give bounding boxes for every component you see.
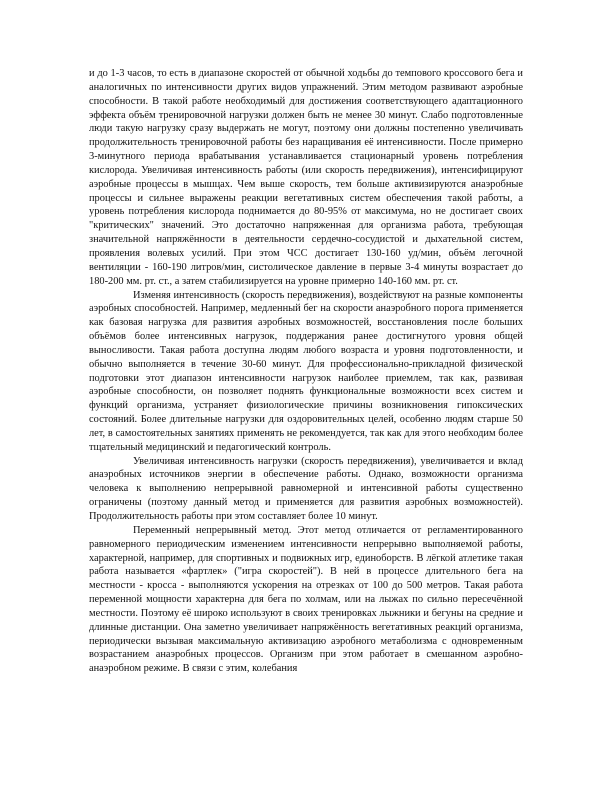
paragraph-continuation: и до 1-3 часов, то есть в диапазоне скоростей от обычной ходьбы до темпового кроссового бега и аналогичных по интенсивности других видов упражнений. Этим методом развивают аэробные способности. В такой работе необходимый для достижения соответствующего адаптационного эффекта объём тренировочной нагрузки должен быть не менее 30 минут. Слабо подготовленные люди такую нагрузку сразу выдержать не могут, поэтому они должны постепенно увеличивать продолжительность тренировочной работы без наращивания её интенсивности. После примерно 3-минутного периода врабатывания устанавливается стационарный уровень потребления кислорода. Увеличивая интенсивность работы (или скорость передвижения), интенсифицируют аэробные процессы в мышцах. Чем выше скорость, тем больше активизируются анаэробные процессы и сильнее выражены реакции вегетативных систем обеспечения такой работы, а уровень потребления кислорода поднимается до 80-95% от максимума, но не достигает своих "критических" значений. Это достаточно напряженная для организма работа, требующая значительной напряжённости в деятельности сердечно-сосудистой и дыхательной систем, проявления волевых усилий. При этом ЧСС достигает 130-160 уд/мин, объём легочной вентиляции - 160-190 литров/мин, систолическое давление в первые 3-4 минуты возрастает до 180-200 мм. рт. ст., а затем стабилизируется на уровне примерно 140-160 мм. рт. ст. (89, 68, 523, 287)
paragraph-variable-method: Переменный непрерывный метод. Этот метод отличается от регламентированного равномерного периодическим изменением интенсивности непрерывно выполняемой работы, характерной, например, для спортивных и подвижных игр, единоборств. В лёгкой атлетике такая работа называется «фартлек» ("игра скоростей"). В ней в процессе длительного бега на местности - кросса - выполняются ускорения на отрезках от 100 до 500 метров. Такая работа переменной мощности характерна для бега по холмам, или на лыжах по сильно пересечённой местности. Поэтому её широко используют в своих тренировках лыжники и бегуны на средние и длинные дистанции. Она заметно увеличивает напряжённость вегетативных реакций организма, периодически вызывая максимальную активизацию аэробного метаболизма с одновременным возрастанием анаэробных процессов. Организм при этом работает в смешанном аэробно-анаэробном режиме. В связи с этим, колебания (89, 524, 523, 675)
paragraph-intensity-variation: Изменяя интенсивность (скорость передвижения), воздействуют на разные компоненты аэробных способностей. Например, медленный бег на скорости анаэробного порога применяется как базовая нагрузка для развития аэробных возможностей, восстановления после больших объёмов более интенсивных нагрузок, поддержания ранее достигнутого уровня общей выносливости. Такая работа доступна людям любого возраста и уровня подготовленности, и обычно выполняется в течение 30-60 минут. Для профессионально-прикладной физической подготовки этот диапазон интенсивности нагрузок наиболее приемлем, так как, развивая аэробные способности, он позволяет поднять функциональные возможности всех систем и функций организма, устраняет физиологические причины возникновения гипоксических состояний. Более длительные нагрузки для оздоровительных целей, особенно людям старше 50 лет, в самостоятельных занятиях применять не рекомендуется, так как для этого необходим более тщательный медицинский и педагогический контроль. (89, 289, 523, 453)
paragraph-anaerobic-contribution: Увеличивая интенсивность нагрузки (скорость передвижения), увеличивается и вклад анаэробных источников энергии в обеспечение работы. Однако, возможности организма человека к выполнению непрерывной равномерной и интенсивной работы существенно ограничены (поэтому данный метод и применяется для развития аэробных возможностей). Продолжительность работы при этом составляет более 10 минут. (89, 455, 523, 522)
body-text (89, 67, 523, 676)
